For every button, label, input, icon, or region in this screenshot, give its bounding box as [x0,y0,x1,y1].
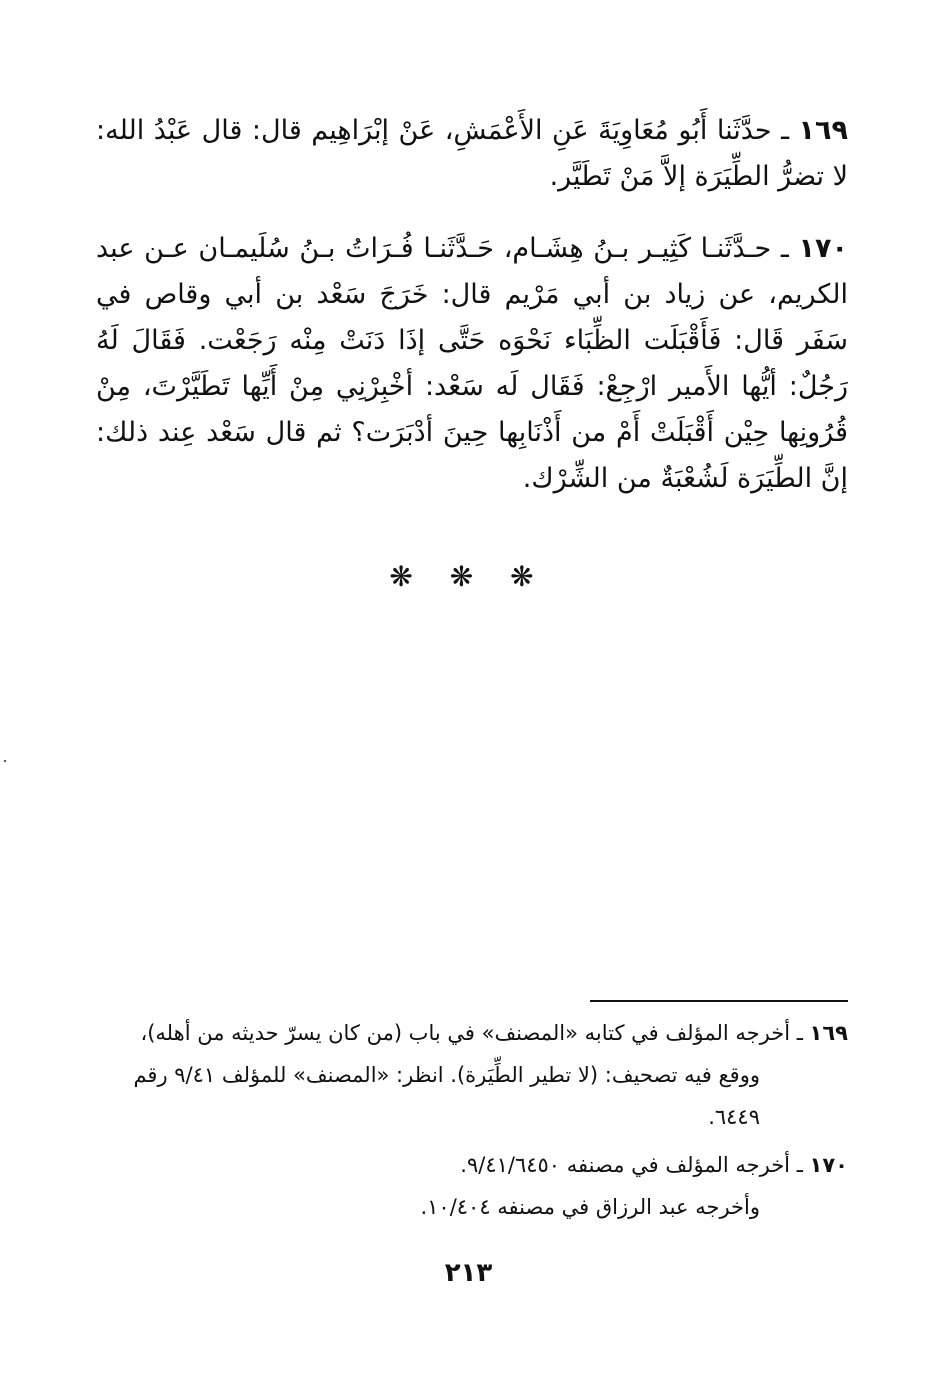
footnote-line [96,1012,848,1054]
page-number: ٢١٣ [444,1258,493,1288]
footnote-number: ١٧٠ [809,1153,848,1177]
hadith-text: ـ حـدَّثَنـا كَثِيـر بـنُ هِشَـام، حَـدَّثَنـا فُـرَاتُ بـنُ سُلَيمـان عـن عبد الكريم، عن زياد بن أبي مَرْيم قال: خَرَجَ سَعْد بن أبي وقاص في سَفَر قَال: فَأَقْبَلَت الظِّبَاء نَحْوَه حَتَّى إذَا دَنَتْ مِنْه رَجَعْت. فَقَالَ لَهُ رَجُلٌ: أيُّها الأَمير ارْجِعْ: فَقَال لَه سَعْد: أخْبِرْنِي مِنْ أَيِّها تَطَيَّرْتَ، مِنْ قُرُونِها حِيْن أَقْبَلَتْ أَمْ من أَذْنَابِها حِينَ أدْبَرَت؟ ثم قال سَعْد عِند ذلك: إنَّ الطِّيَرَة لَشُعْبَةٌ من الشِّرْك. [96,233,848,494]
footnote-line [96,1144,848,1186]
hadith-169 [96,108,848,200]
footnote-continuation: ووقع فيه تصحيف: (لا تطير الطِّيَرة). انظر: «المصنف» للمؤلف ٩/٤١ رقم ٦٤٤٩. [133,1063,760,1129]
hadith-170 [96,226,848,502]
section-separator: ❋ ❋ ❋ [389,560,548,593]
footnote-number: ١٦٩ [809,1021,848,1045]
footnote-170 [96,1144,848,1228]
hadith-number: ١٦٩ [798,115,848,146]
main-text [96,108,848,528]
hadith-text: ـ حدَّثَنا أَبُو مُعَاوِيَةَ عَنِ الأَعْمَشِ، عَنْ إبْرَاهِيم قال: قال عَبْدُ الله: لا تضرُّ الطِّيَرَة إلاَّ مَنْ تَطَيَّر. [96,115,848,192]
footnote-text: ـ أخرجه المؤلف في كتابه «المصنف» في باب (من كان يسرّ حديثه من أهله)، [140,1021,803,1045]
footnotes [96,1012,848,1234]
footnote-169 [96,1012,848,1138]
footnote-continuation: وأخرجه عبد الرزاق في مصنفه ١٠/٤٠٤. [420,1195,760,1219]
footnote-text: ـ أخرجه المؤلف في مصنفه ٩/٤١/٦٤٥٠. [460,1153,803,1177]
hadith-number: ١٧٠ [798,233,848,264]
scan-mark [4,760,6,762]
footnote-divider [590,1000,848,1002]
